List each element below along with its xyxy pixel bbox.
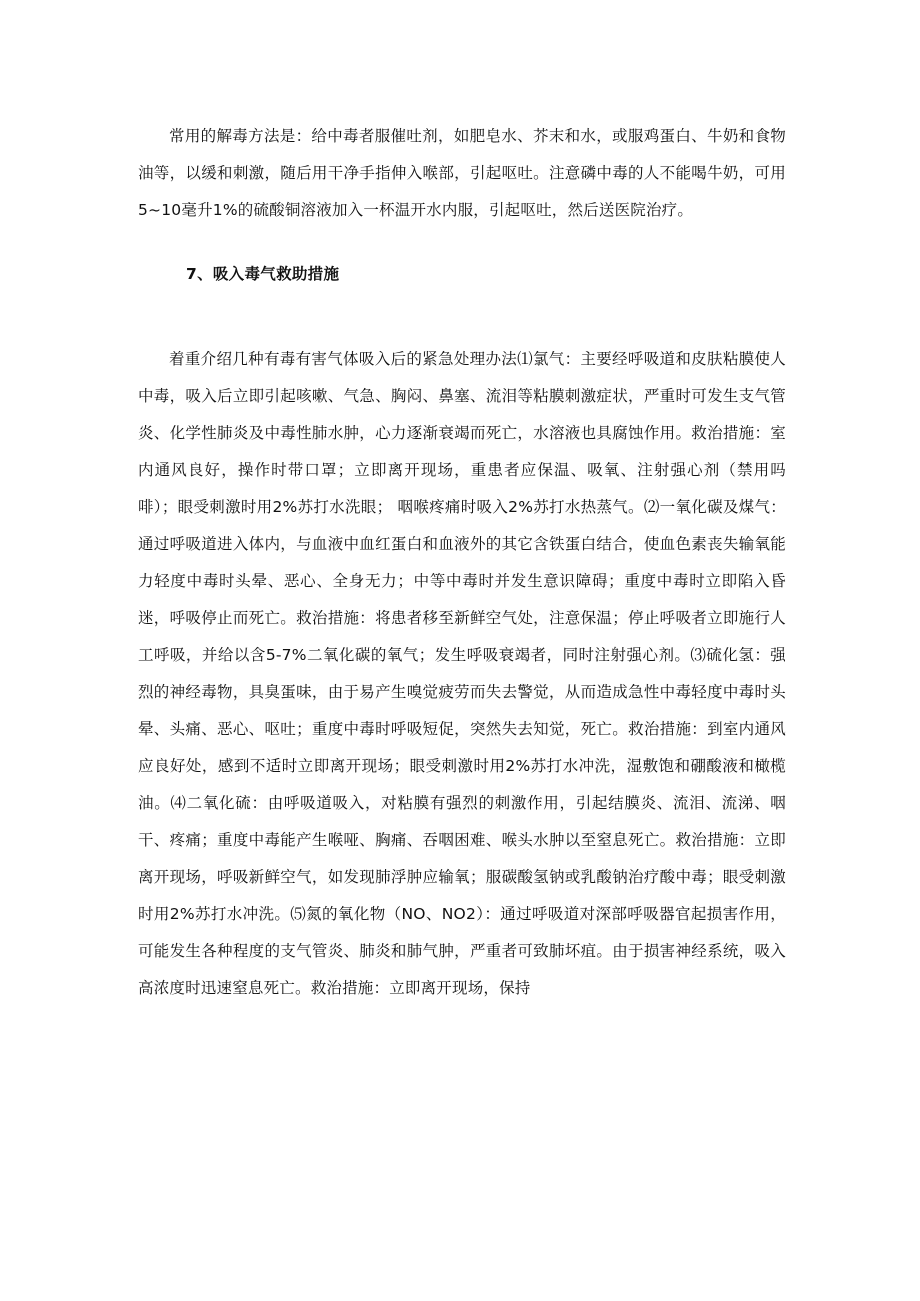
document-body <box>138 118 786 1007</box>
paragraph-toxic-gas-treatment: 着重介绍几种有毒有害气体吸入后的紧急处理办法⑴氯气：主要经呼吸道和皮肤粘膜使人中毒，吸入后立即引起咳嗽、气急、胸闷、鼻塞、流泪等粘膜刺激症状，严重时可发生支气管炎、化学性肺炎及中毒性肺水肿，心力逐渐衰竭而死亡，水溶液也具腐蚀作用。救治措施：室内通风良好，操作时带口罩；立即离开现场，重患者应保温、吸氧、注射强心剂（禁用吗啡）；眼受刺激时用2%苏打水洗眼； 咽喉疼痛时吸入2%苏打水热蒸气。⑵一氧化碳及煤气：通过呼吸道进入体内，与血液中血红蛋白和血液外的其它含铁蛋白结合，使血色素丧失输氧能力轻度中毒时头晕、恶心、全身无力；中等中毒时并发生意识障碍；重度中毒时立即陷入昏迷，呼吸停止而死亡。救治措施：将患者移至新鲜空气处，注意保温；停止呼吸者立即施行人工呼吸，并给以含5-7%二氧化碳的氧气；发生呼吸衰竭者，同时注射强心剂。⑶硫化氢：强烈的神经毒物，具臭蛋味，由于易产生嗅觉疲劳而失去警觉，从而造成急性中毒轻度中毒时头晕、头痛、恶心、呕吐；重度中毒时呼吸短促，突然失去知觉，死亡。救治措施：到室内通风应良好处，感到不适时立即离开现场；眼受刺激时用2%苏打水冲洗，湿敷饱和硼酸液和橄榄油。⑷二氧化硫：由呼吸道吸入，对粘膜有强烈的刺激作用，引起结膜炎、流泪、流涕、咽干、疼痛；重度中毒能产生喉哑、胸痛、吞咽困难、喉头水肿以至窒息死亡。救治措施：立即离开现场，呼吸新鲜空气，如发现肺浮肿应输氧；服碳酸氢钠或乳酸钠治疗酸中毒；眼受刺激时用2%苏打水冲洗。⑸氮的氧化物（NO、NO2）：通过呼吸道对深部呼吸器官起损害作用，可能发生各种程度的支气管炎、肺炎和肺气肿，严重者可致肺坏疽。由于损害神经系统，吸入高浓度时迅速窒息死亡。救治措施：立即离开现场，保持 <box>138 350 786 997</box>
section-heading-inhaled-toxic-gas: 7、吸入毒气救助措施 <box>186 265 340 283</box>
paragraph-antidote-methods: 常用的解毒方法是：给中毒者服催吐剂，如肥皂水、芥末和水，或服鸡蛋白、牛奶和食物油等，以缓和刺激，随后用干净手指伸入喉部，引起呕吐。注意磷中毒的人不能喝牛奶，可用5~10毫升1%的硫酸铜溶液加入一杯温开水内服，引起呕吐，然后送医院治疗。 <box>138 127 786 219</box>
